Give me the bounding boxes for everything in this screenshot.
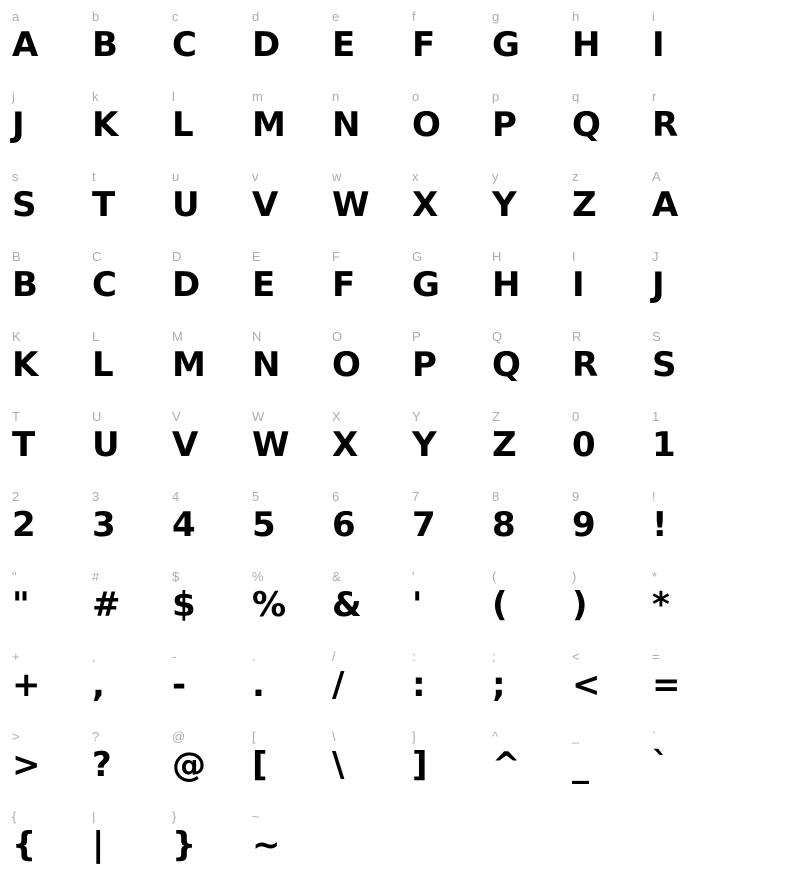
glyph-source-label: ? [92,729,100,744]
glyph-source-label: } [172,809,177,824]
glyph-rendered-character: V [252,185,279,225]
glyph-rendered-character: M [172,345,206,385]
glyph-cell [168,644,248,724]
glyph-source-label: N [252,329,262,344]
glyph-source-label: 5 [252,489,260,504]
glyph-cell [168,804,248,884]
glyph-cell [408,4,488,84]
glyph-rendered-character: J [12,105,25,145]
glyph-rendered-character: D [172,265,201,305]
glyph-cell [648,724,728,804]
glyph-cell [8,564,88,644]
glyph-rendered-character: | [92,825,105,865]
glyph-rendered-character: T [92,185,116,225]
glyph-source-label: O [332,329,343,344]
glyph-cell [88,244,168,324]
glyph-rendered-character: X [412,185,439,225]
glyph-cell [8,804,88,884]
glyph-rendered-character: ` [652,745,669,785]
glyph-source-label: E [252,249,261,264]
glyph-cell [88,804,168,884]
glyph-cell [8,164,88,244]
glyph-rendered-character: J [652,265,665,305]
glyph-cell [328,644,408,724]
glyph-cell [328,804,408,884]
glyph-source-label: p [492,89,500,104]
glyph-cell [648,644,728,724]
glyph-source-label: ; [492,649,496,664]
glyph-rendered-character: 3 [92,505,116,545]
glyph-rendered-character: X [332,425,359,465]
glyph-cell [488,4,568,84]
glyph-source-label: % [252,569,264,584]
glyph-cell [488,324,568,404]
glyph-cell [488,484,568,564]
glyph-cell [408,564,488,644]
glyph-source-label: | [92,809,96,824]
glyph-cell [168,244,248,324]
glyph-cell [648,84,728,164]
glyph-rendered-character: ] [412,745,428,785]
glyph-cell [168,564,248,644]
glyph-cell [328,244,408,324]
glyph-rendered-character: L [172,105,194,145]
glyph-source-label: ! [652,489,656,504]
glyph-source-label: S [652,329,661,344]
glyph-cell [488,644,568,724]
glyph-rendered-character: ^ [492,745,521,785]
glyph-source-label: s [12,169,19,184]
glyph-cell [248,724,328,804]
glyph-source-label: 1 [652,409,660,424]
glyph-source-label: R [572,329,582,344]
glyph-rendered-character: @ [172,745,206,785]
glyph-rendered-character: T [12,425,36,465]
glyph-cell [568,4,648,84]
glyph-rendered-character: G [492,25,520,65]
glyph-source-label: ' [412,569,415,584]
glyph-rendered-character: - [172,665,187,705]
glyph-source-label: V [172,409,181,424]
glyph-cell [568,244,648,324]
glyph-cell [248,484,328,564]
glyph-source-label: ) [572,569,577,584]
glyph-source-label: H [492,249,502,264]
glyph-rendered-character: 5 [252,505,276,545]
glyph-cell [8,84,88,164]
glyph-cell [488,164,568,244]
glyph-cell [568,564,648,644]
glyph-cell [648,404,728,484]
glyph-rendered-character: ; [492,665,506,705]
glyph-rendered-character: P [412,345,437,385]
glyph-source-label: I [572,249,576,264]
glyph-rendered-character: , [92,665,105,705]
glyph-source-label: z [572,169,579,184]
glyph-rendered-character: ~ [252,825,281,865]
glyph-rendered-character: " [12,585,30,625]
glyph-rendered-character: S [12,185,37,225]
glyph-cell [328,404,408,484]
glyph-source-label: j [12,89,15,104]
glyph-cell [8,324,88,404]
glyph-rendered-character: O [412,105,441,145]
glyph-cell [648,4,728,84]
glyph-cell [248,644,328,724]
glyph-source-label: G [412,249,423,264]
glyph-rendered-character: [ [252,745,268,785]
glyph-rendered-character: + [12,665,41,705]
glyph-source-label: v [252,169,259,184]
glyph-cell [568,164,648,244]
glyph-rendered-character: % [252,585,287,625]
glyph-cell [568,804,648,884]
glyph-source-label: m [252,89,263,104]
glyph-rendered-character: U [92,425,120,465]
glyph-cell [648,324,728,404]
glyph-cell [568,724,648,804]
glyph-source-label: k [92,89,99,104]
glyph-source-label: _ [572,729,580,744]
glyph-source-label: x [412,169,419,184]
glyph-rendered-character: $ [172,585,196,625]
glyph-source-label: * [652,569,658,584]
glyph-cell [568,324,648,404]
glyph-source-label: + [12,649,20,664]
glyph-cell [408,244,488,324]
glyph-source-label: h [572,9,580,24]
glyph-cell [168,164,248,244]
glyph-source-label: 9 [572,489,580,504]
glyph-cell [488,724,568,804]
glyph-rendered-character: ' [412,585,423,625]
glyph-source-label: i [652,9,655,24]
glyph-rendered-character: C [92,265,117,305]
glyph-source-label: { [12,809,17,824]
glyph-cell [88,484,168,564]
glyph-source-label: r [652,89,657,104]
glyph-cell [408,724,488,804]
glyph-cell [488,244,568,324]
glyph-rendered-character: N [252,345,281,385]
glyph-rendered-character: P [492,105,517,145]
glyph-rendered-character: C [172,25,197,65]
glyph-rendered-character: { [12,825,37,865]
glyph-cell [488,564,568,644]
glyph-cell [328,84,408,164]
glyph-rendered-character: 0 [572,425,596,465]
glyph-source-label: l [172,89,175,104]
glyph-source-label: 6 [332,489,340,504]
glyph-rendered-character: F [332,265,356,305]
glyph-rendered-character: / [332,665,345,705]
glyph-rendered-character: I [652,25,665,65]
glyph-cell [168,724,248,804]
glyph-source-label: P [412,329,421,344]
glyph-rendered-character: 8 [492,505,516,545]
glyph-rendered-character: N [332,105,361,145]
glyph-source-label: @ [172,729,186,744]
glyph-cell [408,324,488,404]
glyph-source-label: 7 [412,489,420,504]
glyph-rendered-character: ( [492,585,508,625]
glyph-source-label: o [412,89,420,104]
glyph-cell [648,484,728,564]
glyph-source-label: C [92,249,102,264]
glyph-cell [408,644,488,724]
glyph-source-label: K [12,329,21,344]
glyph-source-label: g [492,9,500,24]
glyph-cell [408,804,488,884]
glyph-rendered-character: L [92,345,114,385]
glyph-rendered-character: O [332,345,361,385]
glyph-source-label: ] [412,729,416,744]
glyph-source-label: e [332,9,340,24]
glyph-cell [248,564,328,644]
glyph-cell [568,404,648,484]
glyph-source-label: d [252,9,260,24]
glyph-rendered-character: Y [412,425,437,465]
glyph-source-label: w [332,169,342,184]
glyph-rendered-character: R [652,105,679,145]
glyph-source-label: F [332,249,340,264]
glyph-cell [648,804,728,884]
glyph-cell [328,4,408,84]
glyph-cell [648,244,728,324]
glyph-source-label: 0 [572,409,580,424]
glyph-rendered-character: E [332,25,356,65]
glyph-source-label: # [92,569,100,584]
glyph-rendered-character: 4 [172,505,196,545]
glyph-rendered-character: A [652,185,679,225]
glyph-cell [648,564,728,644]
glyph-cell [88,644,168,724]
glyph-rendered-character: S [652,345,677,385]
glyph-source-label: " [12,569,17,584]
glyph-source-label: : [412,649,416,664]
glyph-cell [168,404,248,484]
glyph-rendered-character: I [572,265,585,305]
glyph-cell [328,484,408,564]
glyph-cell [88,324,168,404]
glyph-source-label: y [492,169,499,184]
glyph-source-label: Z [492,409,500,424]
glyph-cell [8,484,88,564]
glyph-source-label: $ [172,569,180,584]
glyph-source-label: T [12,409,20,424]
glyph-cell [248,244,328,324]
glyph-source-label: b [92,9,100,24]
glyph-cell [248,84,328,164]
glyph-rendered-character: _ [572,745,589,785]
glyph-cell [248,164,328,244]
glyph-rendered-character: & [332,585,362,625]
glyph-rendered-character: 1 [652,425,676,465]
glyph-source-label: U [92,409,102,424]
glyph-source-label: a [12,9,20,24]
glyph-rendered-character: E [252,265,276,305]
glyph-source-label: ^ [492,729,499,744]
glyph-rendered-character: Q [492,345,521,385]
glyph-source-label: Y [412,409,421,424]
glyph-source-label: q [572,89,580,104]
glyph-rendered-character: Z [572,185,597,225]
glyph-cell [568,644,648,724]
glyph-rendered-character: Q [572,105,601,145]
glyph-rendered-character: K [92,105,119,145]
glyph-source-label: . [252,649,256,664]
glyph-source-label: 4 [172,489,180,504]
glyph-cell [248,4,328,84]
glyph-source-label: ` [652,729,657,744]
glyph-rendered-character: Z [492,425,517,465]
glyph-rendered-character: ! [652,505,668,545]
glyph-rendered-character: \ [332,745,345,785]
glyph-source-label: , [92,649,96,664]
glyph-rendered-character: = [652,665,681,705]
glyph-cell [248,404,328,484]
glyph-cell [8,404,88,484]
glyph-source-label: ( [492,569,497,584]
glyph-cell [88,84,168,164]
glyph-source-label: [ [252,729,256,744]
glyph-rendered-character: : [412,665,426,705]
glyph-rendered-character: 7 [412,505,436,545]
glyph-rendered-character: W [252,425,290,465]
glyph-rendered-character: U [172,185,200,225]
glyph-cell [168,84,248,164]
glyph-cell [88,564,168,644]
glyph-source-label: & [332,569,341,584]
glyph-source-label: c [172,9,179,24]
glyph-cell [408,84,488,164]
glyph-source-label: = [652,649,660,664]
glyph-source-label: 8 [492,489,500,504]
glyph-rendered-character: . [252,665,265,705]
glyph-source-label: B [12,249,21,264]
glyph-source-label: t [92,169,96,184]
glyph-source-label: < [572,649,580,664]
glyph-cell [88,4,168,84]
glyph-rendered-character: R [572,345,599,385]
glyph-cell [568,484,648,564]
glyph-cell [8,644,88,724]
glyph-rendered-character: < [572,665,601,705]
glyph-cell [568,84,648,164]
glyph-source-label: J [652,249,659,264]
glyph-rendered-character: A [12,25,39,65]
glyph-rendered-character: G [412,265,440,305]
glyph-rendered-character: B [12,265,38,305]
glyph-rendered-character: Y [492,185,517,225]
glyph-rendered-character: > [12,745,41,785]
glyph-cell [648,164,728,244]
glyph-rendered-character: * [652,585,670,625]
glyph-cell [88,724,168,804]
glyph-source-label: M [172,329,183,344]
glyph-rendered-character: # [92,585,121,625]
glyph-rendered-character: ? [92,745,112,785]
glyph-rendered-character: H [572,25,601,65]
glyph-rendered-character: F [412,25,436,65]
glyph-source-label: L [92,329,100,344]
glyph-rendered-character: } [172,825,197,865]
glyph-cell [488,804,568,884]
glyph-rendered-character: 6 [332,505,356,545]
glyph-cell [168,324,248,404]
glyph-rendered-character: V [172,425,199,465]
glyph-cell [8,244,88,324]
glyph-source-label: X [332,409,341,424]
glyph-rendered-character: W [332,185,370,225]
glyph-source-label: \ [332,729,336,744]
glyph-cell [8,724,88,804]
glyph-cell [408,164,488,244]
glyph-rendered-character: D [252,25,281,65]
glyph-source-label: W [252,409,265,424]
glyph-source-label: Q [492,329,503,344]
glyph-source-label: D [172,249,182,264]
glyph-cell [488,84,568,164]
glyph-cell [408,404,488,484]
glyph-cell [408,484,488,564]
glyph-rendered-character: K [12,345,39,385]
glyph-cell [88,164,168,244]
glyph-rendered-character: B [92,25,118,65]
glyph-cell [328,324,408,404]
glyph-source-label: f [412,9,416,24]
glyph-rendered-character: 9 [572,505,596,545]
glyph-cell [328,564,408,644]
glyph-cell [328,724,408,804]
glyph-source-label: - [172,649,177,664]
glyph-rendered-character: ) [572,585,588,625]
glyph-source-label: > [12,729,20,744]
glyph-cell [328,164,408,244]
glyph-source-label: n [332,89,340,104]
glyph-source-label: u [172,169,180,184]
glyph-cell [248,804,328,884]
glyph-source-label: / [332,649,336,664]
glyph-cell [8,4,88,84]
glyph-rendered-character: M [252,105,286,145]
glyph-source-label: ~ [252,809,260,824]
glyph-cell [88,404,168,484]
glyph-cell [168,4,248,84]
glyph-cell [248,324,328,404]
glyph-cell [488,404,568,484]
glyph-cell [168,484,248,564]
glyph-source-label: 3 [92,489,100,504]
glyph-source-label: 2 [12,489,20,504]
glyph-source-label: A [652,169,661,184]
glyph-rendered-character: H [492,265,521,305]
glyph-rendered-character: 2 [12,505,36,545]
